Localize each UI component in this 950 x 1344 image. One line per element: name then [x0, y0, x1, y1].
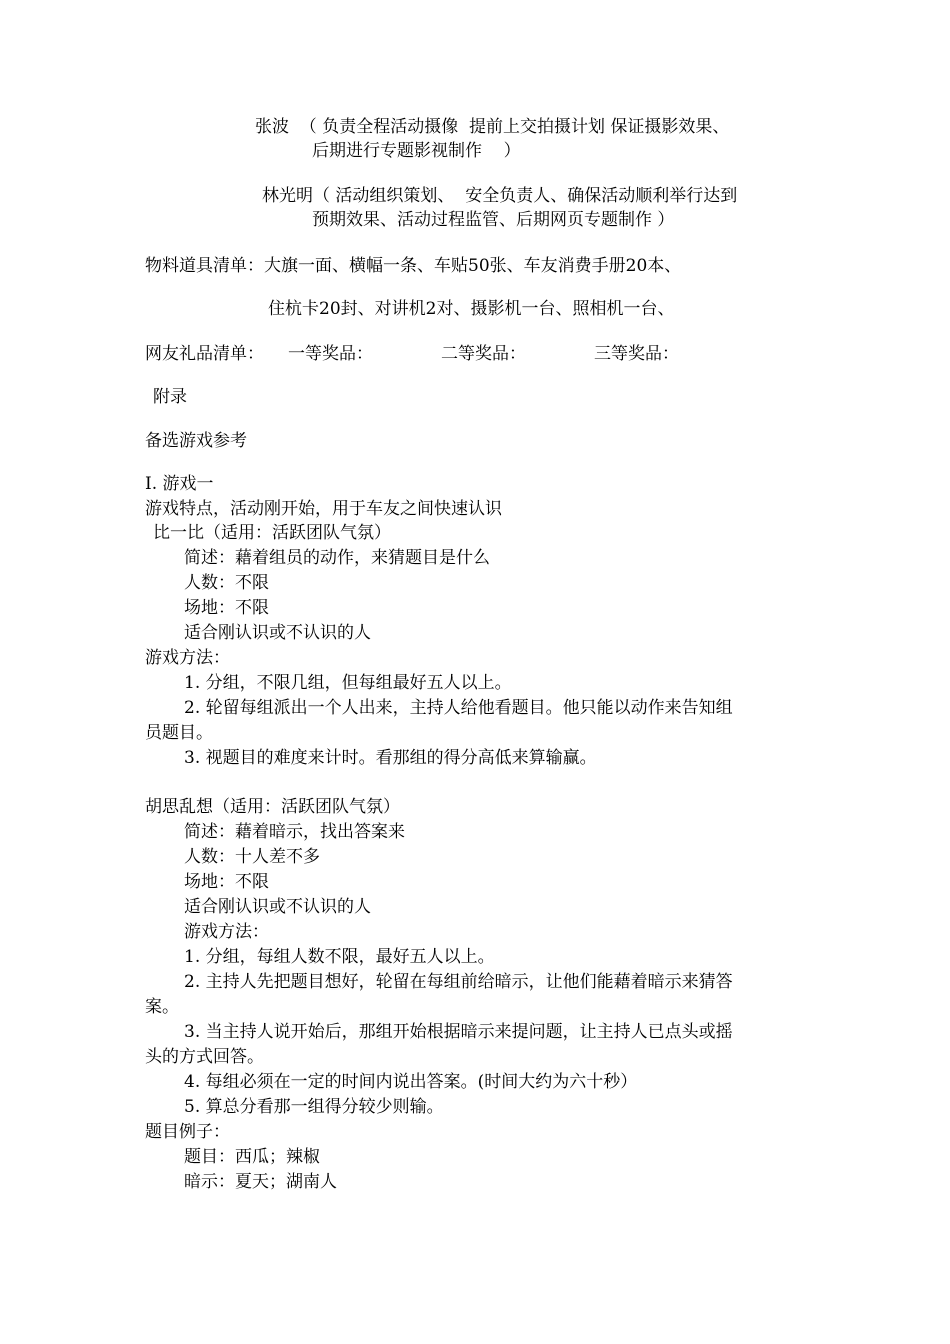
gifts-first-prize: 一等奖品： — [288, 344, 373, 364]
gifts-third-prize: 三等奖品： — [594, 344, 679, 364]
husi-step-5: 5. 算总分看那一组得分较少则输。 — [184, 1097, 444, 1117]
husi-step-2b: 案。 — [145, 997, 179, 1017]
gifts-second-prize: 二等奖品： — [441, 344, 526, 364]
gifts-label: 网友礼品清单： — [145, 344, 264, 364]
bibi-step-3: 3. 视题目的难度来计时。看那组的得分高低来算输赢。 — [184, 748, 597, 768]
bibi-fit: 适合刚认识或不认识的人 — [184, 623, 371, 643]
bibi-desc: 简述：藉着组员的动作，来猜题目是什么 — [184, 548, 490, 568]
husi-example-hint: 暗示：夏天；湖南人 — [184, 1172, 337, 1192]
bibi-step-2a: 2. 轮留每组派出一个人出来，主持人给他看题目。他只能以动作来告知组 — [184, 698, 733, 718]
bibi-venue: 场地：不限 — [184, 598, 269, 618]
bibi-method-label: 游戏方法： — [145, 648, 230, 668]
husi-step-4: 4. 每组必须在一定的时间内说出答案。(时间大约为六十秒） — [184, 1072, 638, 1092]
husi-step-3b: 头的方式回答。 — [145, 1047, 264, 1067]
game1-heading: Ⅰ. 游戏一 — [145, 474, 214, 494]
staff-linguangming-line1: 林光明（ 活动组织策划、 安全负责人、确保活动顺利举行达到 — [262, 186, 738, 206]
games-title: 备选游戏参考 — [145, 431, 247, 451]
materials-line2: 住杭卡20封、对讲机2对、摄影机一台、照相机一台、 — [268, 299, 675, 319]
husi-example-label: 题目例子： — [145, 1122, 230, 1142]
bibi-title: 比一比（适用：活跃团队气氛） — [153, 523, 391, 543]
staff-linguangming-line2: 预期效果、活动过程监管、后期网页专题制作 ） — [312, 210, 675, 230]
husi-example-topic: 题目：西瓜；辣椒 — [184, 1147, 320, 1167]
staff-zhangbo-line1: 张波 （ 负责全程活动摄像 提前上交拍摄计划 保证摄影效果、 — [255, 117, 730, 137]
appendix-heading: 附录 — [153, 387, 187, 407]
staff-zhangbo-line2: 后期进行专题影视制作 ） — [312, 141, 521, 161]
husi-title: 胡思乱想（适用：活跃团队气氛） — [145, 797, 400, 817]
husi-method-label: 游戏方法： — [184, 922, 269, 942]
husi-desc: 简述：藉着暗示，找出答案来 — [184, 822, 405, 842]
husi-step-2a: 2. 主持人先把题目想好，轮留在每组前给暗示，让他们能藉着暗示来猜答 — [184, 972, 733, 992]
bibi-step-2b: 员题目。 — [145, 723, 213, 743]
game1-feature: 游戏特点，活动刚开始，用于车友之间快速认识 — [145, 499, 502, 519]
husi-people: 人数：十人差不多 — [184, 847, 320, 867]
bibi-people: 人数：不限 — [184, 573, 269, 593]
husi-venue: 场地：不限 — [184, 872, 269, 892]
husi-fit: 适合刚认识或不认识的人 — [184, 897, 371, 917]
husi-step-1: 1. 分组，每组人数不限，最好五人以上。 — [184, 947, 495, 967]
bibi-step-1: 1. 分组，不限几组，但每组最好五人以上。 — [184, 673, 512, 693]
materials-line1: 物料道具清单：大旗一面、横幅一条、车贴50张、车友消费手册20本、 — [145, 256, 682, 276]
husi-step-3a: 3. 当主持人说开始后，那组开始根据暗示来提问题，让主持人已点头或摇 — [184, 1022, 733, 1042]
